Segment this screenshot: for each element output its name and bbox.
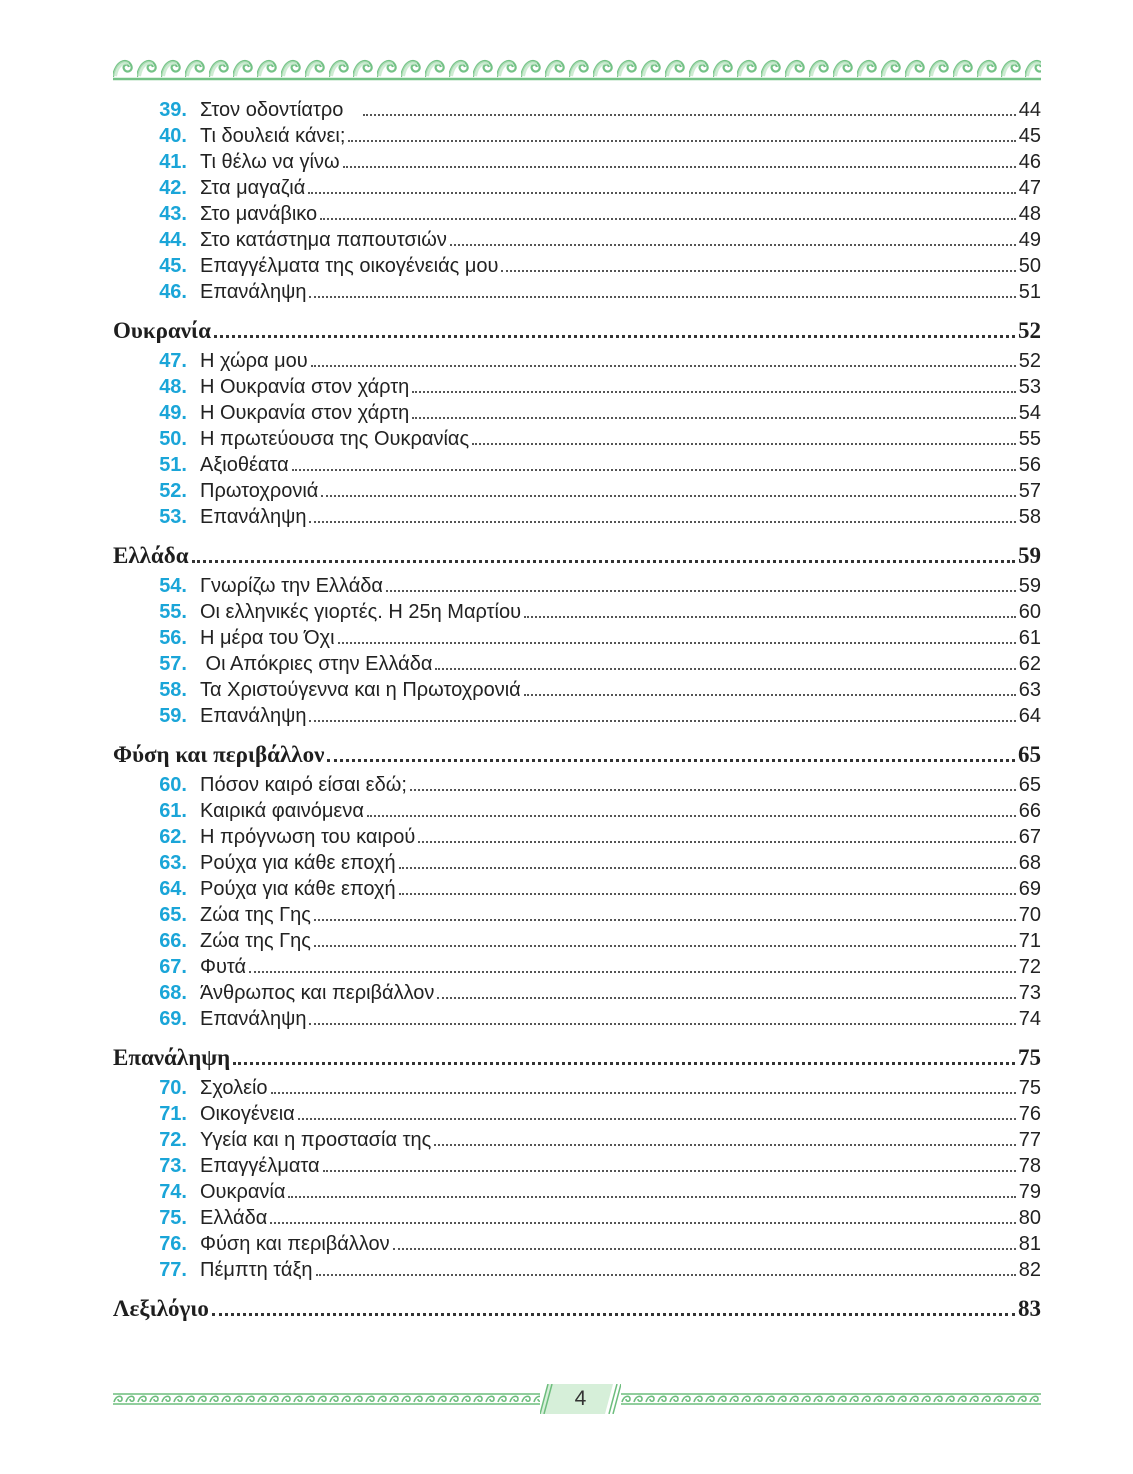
toc-entry-number: 66.: [159, 930, 187, 952]
dot-leader: [367, 815, 1016, 817]
toc-entry[interactable]: [113, 625, 1041, 651]
toc-entry-title: Άνθρωπος και περιβάλλον: [200, 982, 435, 1004]
toc-entry-number: 53.: [159, 506, 187, 528]
page-number: 4: [574, 1387, 587, 1410]
page-number-tab: [540, 1384, 621, 1414]
dot-leader: [323, 1170, 1016, 1172]
toc-entry-title: Επαγγέλματα: [200, 1155, 320, 1177]
toc-entry-page: 56: [1018, 454, 1041, 476]
toc-entry-page: 82: [1018, 1259, 1041, 1281]
toc-entry-number: 42.: [159, 177, 187, 199]
toc-entry-number: 52.: [159, 480, 187, 502]
toc-entry[interactable]: [113, 928, 1041, 954]
toc-entry-page: 58: [1018, 506, 1041, 528]
toc-entry-page: 78: [1018, 1155, 1041, 1177]
dot-leader: [399, 893, 1016, 895]
dot-leader: [309, 521, 1015, 523]
toc-entry[interactable]: [113, 599, 1041, 625]
section-title: Ελλάδα: [113, 543, 189, 568]
section-title: Λεξιλόγιο: [113, 1296, 209, 1321]
toc-entry[interactable]: [113, 1179, 1041, 1205]
toc-entry-page: 47: [1018, 177, 1041, 199]
toc-entry-page: 54: [1018, 402, 1041, 424]
dot-leader: [309, 296, 1015, 298]
toc-entry-number: 72.: [159, 1129, 187, 1151]
toc-entry-page: 65: [1018, 774, 1041, 796]
toc-entry-number: 62.: [159, 826, 187, 848]
toc-entry-number: 69.: [159, 1008, 187, 1030]
dot-leader: [348, 140, 1015, 142]
toc-entry-title: Η Ουκρανία στον χάρτη: [200, 376, 410, 398]
toc-lead-items: [113, 97, 1041, 305]
toc-entry[interactable]: [113, 175, 1041, 201]
toc-entry[interactable]: [113, 201, 1041, 227]
toc-entry-number: 55.: [159, 601, 187, 623]
dot-leader: [214, 335, 1015, 338]
toc-entry[interactable]: [113, 850, 1041, 876]
toc-entry-title: Στα μαγαζιά: [200, 177, 306, 199]
toc-entry-title: Οι Απόκριες στην Ελλάδα: [200, 653, 433, 675]
dot-leader: [410, 789, 1016, 791]
dot-leader: [212, 1313, 1015, 1316]
toc-entry-page: 66: [1018, 800, 1041, 822]
toc-entry-number: 67.: [159, 956, 187, 978]
toc-entry-page: 60: [1018, 601, 1041, 623]
dot-leader: [311, 365, 1016, 367]
dot-leader: [450, 244, 1016, 246]
toc-entry-number: 47.: [159, 350, 187, 372]
toc-entry[interactable]: [113, 348, 1041, 374]
dot-leader: [309, 720, 1015, 722]
toc-entry-number: 58.: [159, 679, 187, 701]
section-title: Ουκρανία: [113, 318, 211, 343]
toc-entry[interactable]: [113, 876, 1041, 902]
toc-entry-page: 50: [1018, 255, 1041, 277]
toc-entry[interactable]: [113, 452, 1041, 478]
toc-entry-number: 40.: [159, 125, 187, 147]
toc-entry[interactable]: [113, 651, 1041, 677]
toc-entry-page: 55: [1018, 428, 1041, 450]
toc-entry-number: 64.: [159, 878, 187, 900]
toc-entry-number: 54.: [159, 575, 187, 597]
toc-entry-title: Στο μανάβικο: [200, 203, 318, 225]
section-title: Φύση και περιβάλλον: [113, 742, 325, 767]
dot-leader: [393, 1248, 1016, 1250]
toc-entry-title: Επαγγέλματα της οικογένειάς μου: [200, 255, 499, 277]
dot-leader: [434, 1144, 1016, 1146]
section-page: 65: [1018, 742, 1041, 767]
toc-entry-title: Η χώρα μου: [200, 350, 308, 372]
section-title: Επανάληψη: [113, 1045, 231, 1070]
toc-entry[interactable]: [113, 123, 1041, 149]
dot-leader: [399, 867, 1016, 869]
toc-entry-title: Πόσον καιρό είσαι εδώ;: [200, 774, 407, 796]
toc-entry-number: 39.: [159, 99, 187, 121]
dot-leader: [363, 114, 1016, 116]
toc-entry-number: 68.: [159, 982, 187, 1004]
dot-leader: [233, 1062, 1015, 1065]
spiral-band-icon: [113, 1393, 540, 1405]
toc-section-heading[interactable]: [113, 740, 1041, 770]
toc-entry-title: Φυτά: [200, 956, 247, 978]
toc-entry[interactable]: [113, 798, 1041, 824]
toc-entry-number: 65.: [159, 904, 187, 926]
toc-entry-page: 53: [1018, 376, 1041, 398]
toc-entry-title: Ελλάδα: [200, 1207, 268, 1229]
toc-entry-number: 70.: [159, 1077, 187, 1099]
toc-entry-page: 57: [1018, 480, 1041, 502]
toc-entry-page: 74: [1018, 1008, 1041, 1030]
toc-entry-page: 71: [1018, 930, 1041, 952]
toc-entry-title: Η Ουκρανία στον χάρτη: [200, 402, 410, 424]
dot-leader: [308, 192, 1015, 194]
dot-leader: [501, 270, 1015, 272]
toc-sections: [113, 316, 1041, 1324]
dot-leader: [321, 495, 1015, 497]
dot-leader: [309, 1023, 1015, 1025]
toc-entry-number: 76.: [159, 1233, 187, 1255]
toc-entry-page: 49: [1018, 229, 1041, 251]
toc-entry-page: 61: [1018, 627, 1041, 649]
toc-entry-title: Ρούχα για κάθε εποχή: [200, 852, 396, 874]
toc-entry-title: Στο κατάστημα παπουτσιών: [200, 229, 447, 251]
dot-leader: [292, 469, 1016, 471]
toc-entry-title: Τι δουλειά κάνει;: [200, 125, 346, 147]
table-of-contents: [113, 97, 1041, 1326]
toc-entry-page: 67: [1018, 826, 1041, 848]
toc-entry[interactable]: [113, 1257, 1041, 1283]
toc-entry[interactable]: [113, 1101, 1041, 1127]
toc-entry[interactable]: [113, 677, 1041, 703]
dot-leader: [249, 971, 1016, 973]
toc-entry-page: 59: [1018, 575, 1041, 597]
toc-entry-page: 64: [1018, 705, 1041, 727]
dot-leader: [320, 218, 1016, 220]
toc-entry[interactable]: [113, 1075, 1041, 1101]
toc-entry-number: 41.: [159, 151, 187, 173]
toc-entry-page: 44: [1018, 99, 1041, 121]
section-page: 75: [1018, 1045, 1041, 1070]
toc-entry-page: 77: [1018, 1129, 1041, 1151]
toc-entry-number: 57.: [159, 653, 187, 675]
dot-leader: [435, 668, 1015, 670]
toc-entry-number: 45.: [159, 255, 187, 277]
toc-entry-title: Η πρωτεύουσα της Ουκρανίας: [200, 428, 470, 450]
toc-entry-title: Πρωτοχρονιά: [200, 480, 319, 502]
dot-leader: [472, 443, 1016, 445]
toc-entry-page: 48: [1018, 203, 1041, 225]
toc-section-heading[interactable]: [113, 316, 1041, 346]
toc-entry-title: Οι ελληνικές γιορτές. Η 25η Μαρτίου: [200, 601, 522, 623]
toc-entry[interactable]: [113, 772, 1041, 798]
toc-entry-page: 73: [1018, 982, 1041, 1004]
toc-entry-page: 75: [1018, 1077, 1041, 1099]
toc-entry[interactable]: [113, 573, 1041, 599]
dot-leader: [338, 642, 1016, 644]
toc-entry-number: 75.: [159, 1207, 187, 1229]
toc-entry-title: Πέμπτη τάξη: [200, 1259, 313, 1281]
toc-entry-number: 50.: [159, 428, 187, 450]
toc-entry-page: 69: [1018, 878, 1041, 900]
toc-entry[interactable]: [113, 954, 1041, 980]
toc-entry-number: 61.: [159, 800, 187, 822]
toc-entry-title: Οικογένεια: [200, 1103, 295, 1125]
toc-entry[interactable]: [113, 253, 1041, 279]
toc-entry-page: 46: [1018, 151, 1041, 173]
toc-entry[interactable]: [113, 279, 1041, 305]
dot-leader: [386, 590, 1016, 592]
toc-entry-title: Η πρόγνωση του καιρού: [200, 826, 416, 848]
dot-leader: [418, 841, 1015, 843]
toc-entry-title: Σχολείο: [200, 1077, 268, 1099]
toc-entry[interactable]: [113, 227, 1041, 253]
toc-entry-page: 81: [1018, 1233, 1041, 1255]
toc-entry[interactable]: [113, 1127, 1041, 1153]
toc-entry-number: 43.: [159, 203, 187, 225]
dot-leader: [437, 997, 1015, 999]
dot-leader: [316, 1274, 1016, 1276]
toc-entry-number: 77.: [159, 1259, 187, 1281]
toc-entry[interactable]: [113, 1006, 1041, 1032]
dot-leader: [271, 1092, 1016, 1094]
toc-entry-page: 76: [1018, 1103, 1041, 1125]
toc-entry-page: 68: [1018, 852, 1041, 874]
dot-leader: [298, 1118, 1016, 1120]
dot-leader: [412, 417, 1015, 419]
toc-entry[interactable]: [113, 97, 1041, 123]
toc-entry[interactable]: [113, 1231, 1041, 1257]
toc-entry-title: Επανάληψη: [200, 506, 307, 528]
dot-leader: [314, 945, 1016, 947]
toc-entry-number: 46.: [159, 281, 187, 303]
page-footer: [113, 1384, 1041, 1414]
toc-entry-number: 49.: [159, 402, 187, 424]
toc-entry-title: Φύση και περιβάλλον: [200, 1233, 390, 1255]
toc-entry-title: Στον οδοντίατρο: [200, 99, 361, 121]
dot-leader: [327, 759, 1015, 762]
toc-entry[interactable]: [113, 149, 1041, 175]
toc-entry[interactable]: [113, 1205, 1041, 1231]
toc-entry-title: Ρούχα για κάθε εποχή: [200, 878, 396, 900]
toc-entry-page: 70: [1018, 904, 1041, 926]
toc-entry-number: 73.: [159, 1155, 187, 1177]
toc-entry[interactable]: [113, 703, 1041, 729]
toc-entry-page: 63: [1018, 679, 1041, 701]
toc-entry[interactable]: [113, 902, 1041, 928]
toc-entry-title: Γνωρίζω την Ελλάδα: [200, 575, 383, 597]
toc-entry[interactable]: [113, 504, 1041, 530]
toc-entry-number: 56.: [159, 627, 187, 649]
toc-entry-page: 79: [1018, 1181, 1041, 1203]
toc-entry[interactable]: [113, 1153, 1041, 1179]
toc-entry-title: Επανάληψη: [200, 705, 307, 727]
toc-entry-title: Η μέρα του Όχι: [200, 627, 335, 649]
toc-entry[interactable]: [113, 400, 1041, 426]
toc-entry[interactable]: [113, 374, 1041, 400]
dot-leader: [192, 560, 1015, 563]
toc-entry-number: 63.: [159, 852, 187, 874]
toc-entry-title: Επανάληψη: [200, 1008, 307, 1030]
toc-entry-number: 51.: [159, 454, 187, 476]
dot-leader: [524, 694, 1016, 696]
section-page: 52: [1018, 318, 1041, 343]
dot-leader: [270, 1222, 1015, 1224]
toc-entry-title: Ζώα της Γης: [200, 930, 311, 952]
toc-entry[interactable]: [113, 824, 1041, 850]
toc-entry-title: Υγεία και η προστασία της: [200, 1129, 432, 1151]
toc-entry-title: Επανάληψη: [200, 281, 307, 303]
toc-entry-number: 60.: [159, 774, 187, 796]
toc-section-heading[interactable]: [113, 541, 1041, 571]
toc-entry-number: 48.: [159, 376, 187, 398]
toc-entry-title: Τα Χριστούγεννα και η Πρωτοχρονιά: [200, 679, 521, 701]
toc-section-heading[interactable]: [113, 1043, 1041, 1073]
toc-entry-title: Τι θέλω να γίνω: [200, 151, 340, 173]
toc-entry-number: 59.: [159, 705, 187, 727]
toc-entry-title: Ζώα της Γης: [200, 904, 311, 926]
dot-leader: [412, 391, 1015, 393]
section-page: 59: [1018, 543, 1041, 568]
section-page: 83: [1018, 1296, 1041, 1321]
toc-entry-page: 52: [1018, 350, 1041, 372]
dot-leader: [288, 1196, 1015, 1198]
toc-entry-page: 51: [1018, 281, 1041, 303]
toc-entry-title: Αξιοθέατα: [200, 454, 289, 476]
toc-entry-title: Καιρικά φαινόμενα: [200, 800, 364, 822]
dot-leader: [314, 919, 1016, 921]
spiral-band-icon: [621, 1393, 1041, 1405]
wave-pattern-border-icon: [113, 55, 1041, 81]
toc-entry[interactable]: [113, 980, 1041, 1006]
dot-leader: [524, 616, 1016, 618]
toc-entry-page: 72: [1018, 956, 1041, 978]
toc-entry-page: 80: [1018, 1207, 1041, 1229]
toc-section-heading[interactable]: [113, 1294, 1041, 1324]
toc-entry-number: 44.: [159, 229, 187, 251]
toc-entry-title: Ουκρανία: [200, 1181, 286, 1203]
dot-leader: [343, 166, 1016, 168]
toc-entry[interactable]: [113, 478, 1041, 504]
toc-entry-number: 71.: [159, 1103, 187, 1125]
toc-entry-number: 74.: [159, 1181, 187, 1203]
toc-entry[interactable]: [113, 426, 1041, 452]
toc-entry-page: 62: [1018, 653, 1041, 675]
toc-entry-page: 45: [1018, 125, 1041, 147]
